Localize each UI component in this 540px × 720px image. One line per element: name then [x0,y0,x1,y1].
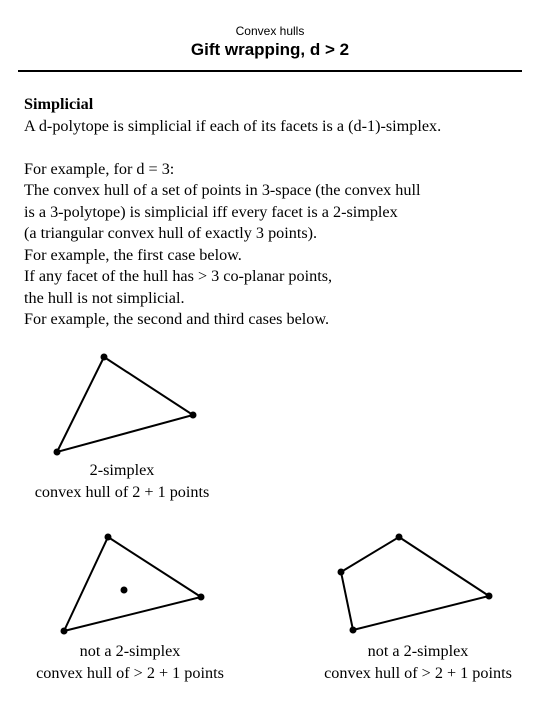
vertex-point [61,628,68,635]
heading-simplicial: Simplicial [24,95,94,113]
vertex-point [396,534,403,541]
caption-line: not a 2-simplex [79,642,181,660]
hull-polygon [57,357,193,452]
vertex-point [486,593,493,600]
vertex-point [350,627,357,634]
body-line: For example, the first case below. [24,245,242,264]
caption-line: convex hull of > 2 + 1 points [324,664,512,682]
body-line: If any facet of the hull has > 3 co-planar points, [24,267,333,285]
caption-line: not a 2-simplex [367,642,469,660]
figure-caption [300,640,536,684]
body-line: For example, for d = 3: [24,159,175,178]
body-line: (a triangular convex hull of exactly 3 points). [24,224,318,242]
section-label: Convex hulls [235,24,305,38]
interior-point [121,587,128,594]
vertex-point [338,569,345,576]
figure-caption [0,459,244,503]
vertex-point [198,594,205,601]
body-line: the hull is not simplicial. [24,288,185,307]
vertex-point [54,449,61,456]
vertex-point [101,354,108,361]
hull-polygon [64,537,201,631]
vertex-point [105,534,112,541]
hull-polygon [341,537,489,630]
figure-triangle-interior-point [61,534,205,635]
body-line: For example, the second and third cases below. [24,310,330,328]
figure-triangle [54,354,197,456]
figure-quadrilateral [338,534,493,634]
caption-line: convex hull of 2 + 1 points [34,483,210,501]
slide-title: Gift wrapping, d > 2 [190,40,350,59]
body-line: The convex hull of a set of points in 3-space (the convex hull [24,181,421,199]
vertex-point [190,412,197,419]
figure-caption [0,640,260,684]
definition-line: A d-polytope is simplicial if each of its facets is a (d-1)-simplex. [24,116,442,135]
caption-line: convex hull of > 2 + 1 points [36,664,224,682]
caption-line: 2-simplex [89,461,155,479]
body-line: is a 3-polytope) is simplicial iff every facet is a 2-simplex [24,202,398,221]
